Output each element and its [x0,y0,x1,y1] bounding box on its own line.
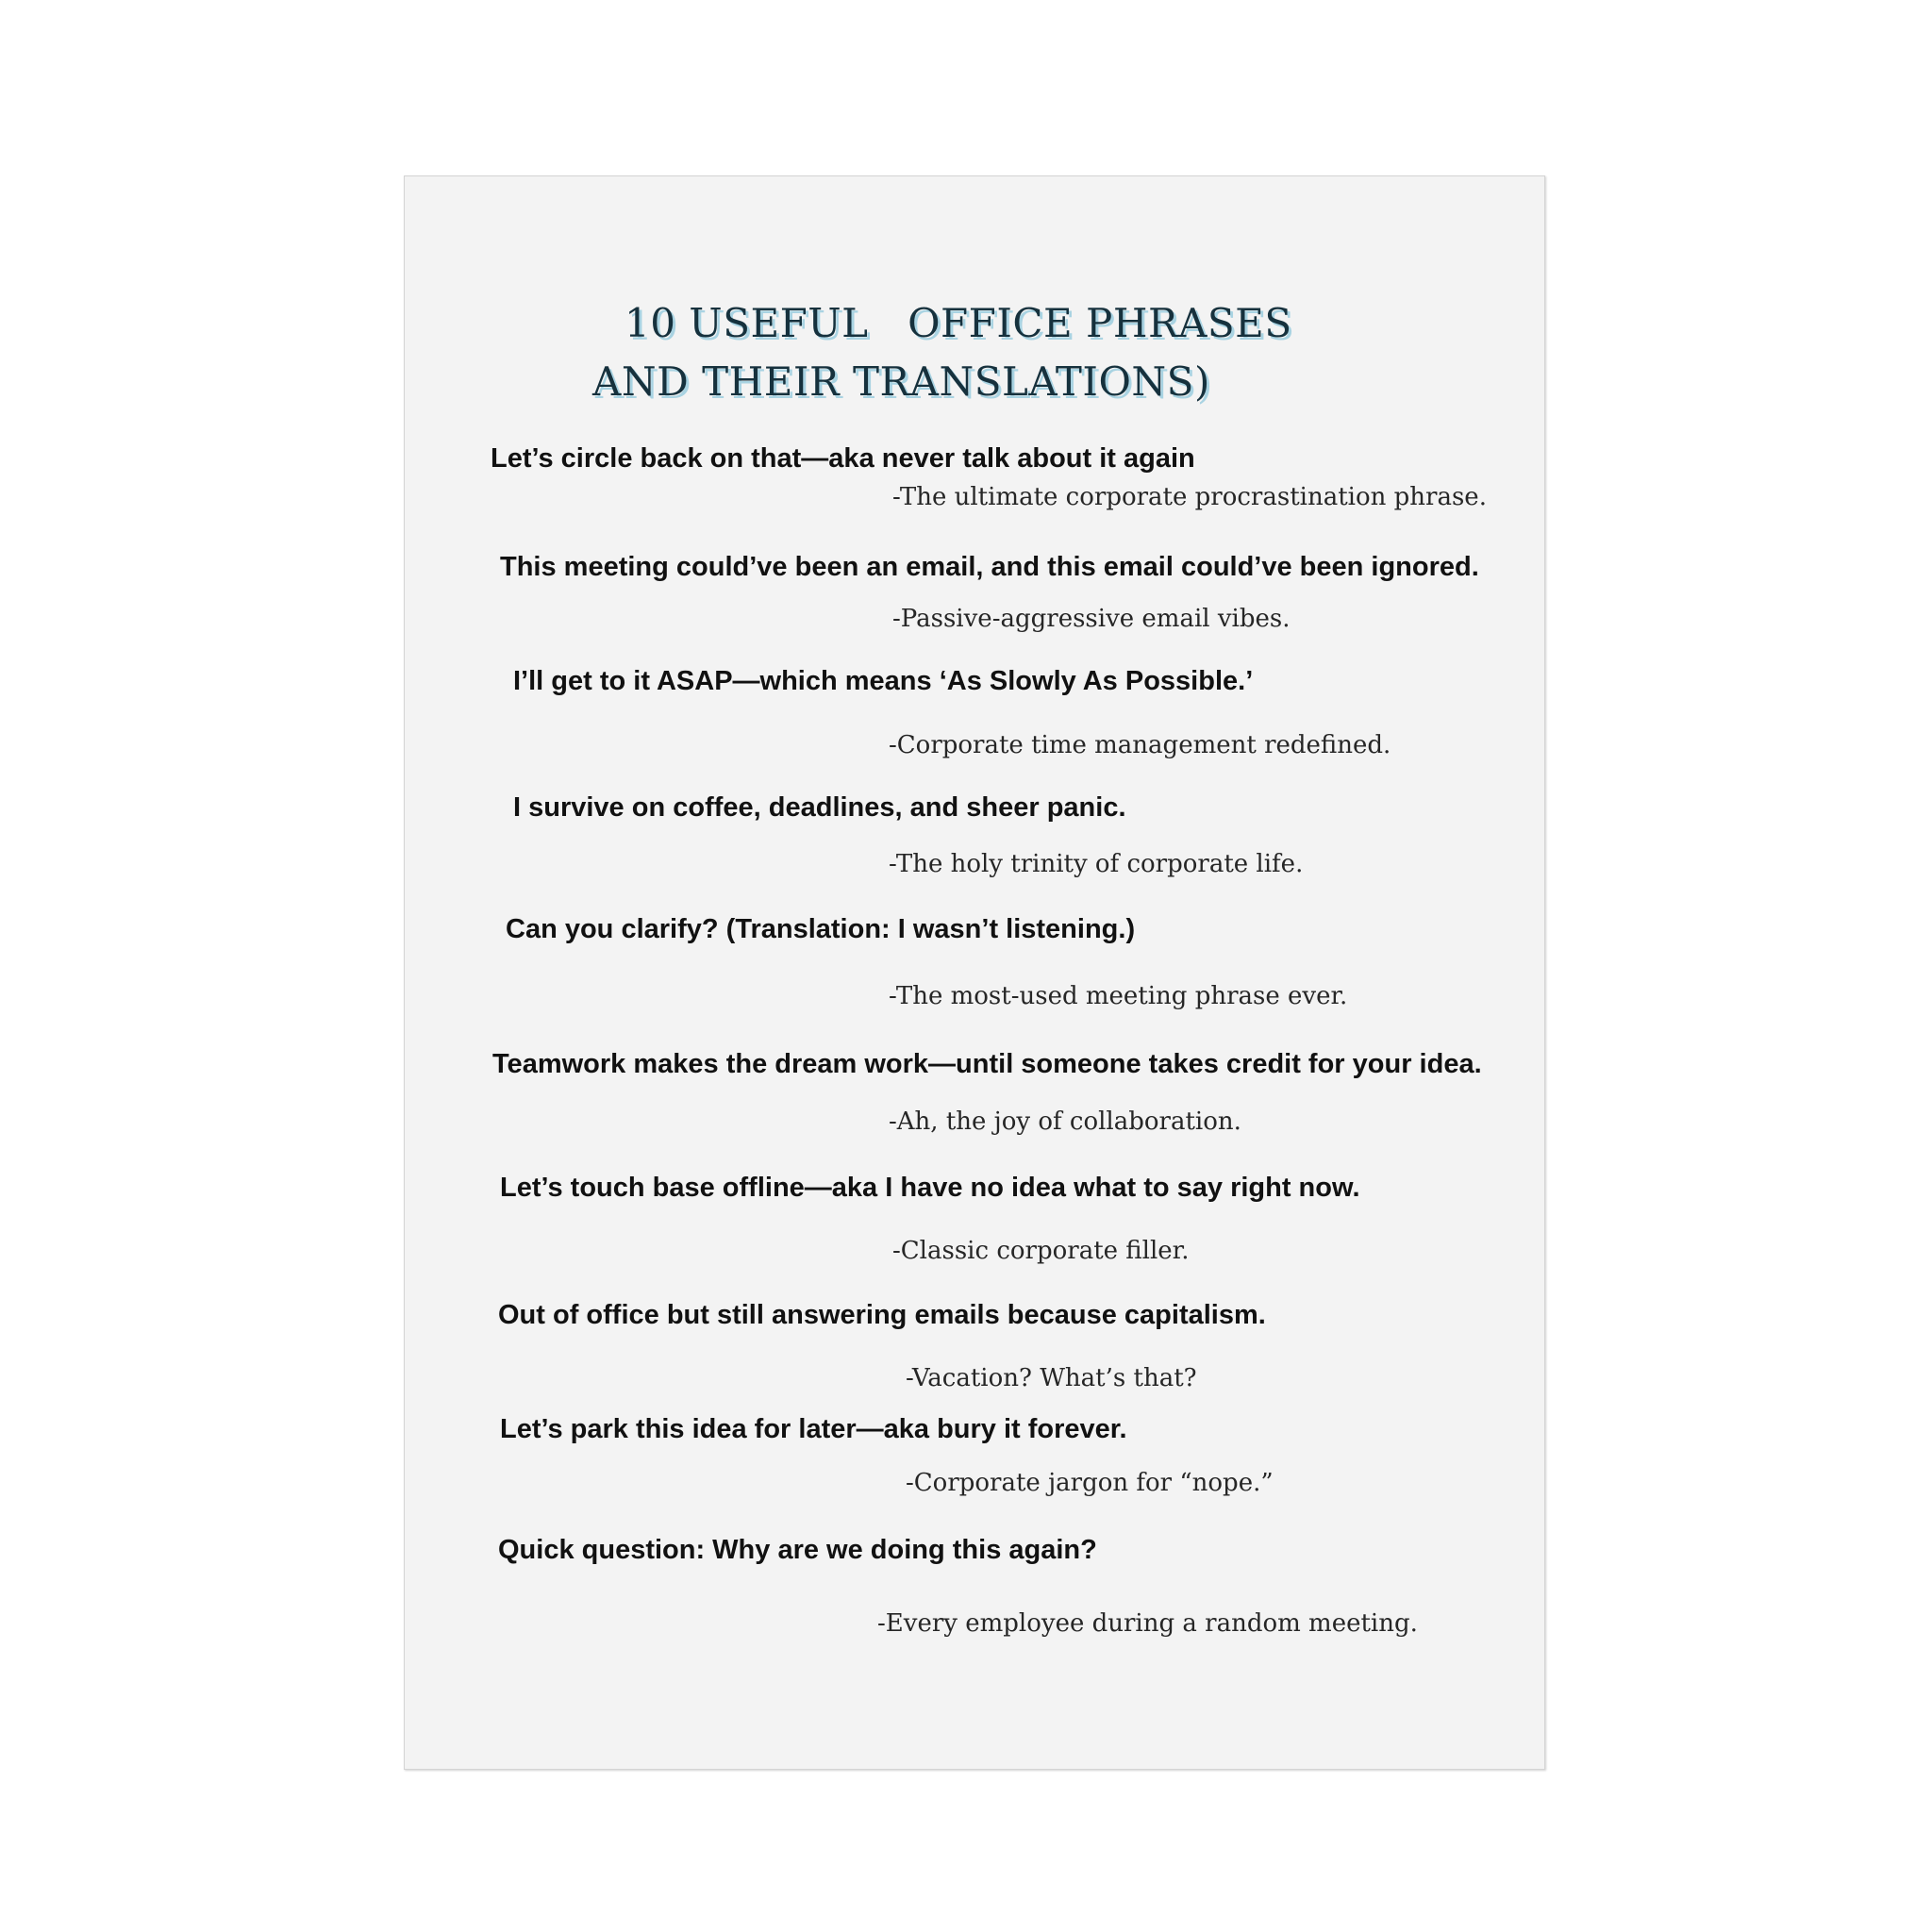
title-line-2: AND THEIR TRANSLATIONS) [592,358,1210,405]
phrase-7: Let’s touch base offline—aka I have no idea what to say right now. [500,1173,1360,1203]
translation-8: -Vacation? What’s that? [906,1364,1197,1392]
translation-9: -Corporate jargon for “nope.” [906,1469,1274,1497]
phrase-5: Can you clarify? (Translation: I wasn’t listening.) [506,914,1136,944]
phrase-3: I’ll get to it ASAP—which means ‘As Slowly As Possible.’ [513,666,1254,696]
translation-5: -The most-used meeting phrase ever. [889,982,1348,1010]
phrase-2: This meeting could’ve been an email, and this email could’ve been ignored. [500,552,1479,582]
poster-sheet [404,175,1545,1770]
translation-10: -Every employee during a random meeting. [877,1609,1418,1638]
phrase-1: Let’s circle back on that—aka never talk about it again [491,443,1195,474]
translation-3: -Corporate time management redefined. [889,731,1391,759]
translation-6: -Ah, the joy of collaboration. [889,1108,1241,1136]
translation-4: -The holy trinity of corporate life. [889,850,1304,878]
title-line-1: 10 USEFUL OFFICE PHRASES [625,300,1292,346]
phrase-8: Out of office but still answering emails because capitalism. [498,1300,1266,1330]
phrase-4: I survive on coffee, deadlines, and sheer panic. [513,792,1126,823]
translation-1: -The ultimate corporate procrastination phrase. [892,483,1487,511]
translation-2: -Passive-aggressive email vibes. [892,605,1291,633]
phrase-10: Quick question: Why are we doing this again? [498,1535,1097,1565]
translation-7: -Classic corporate filler. [892,1237,1190,1265]
phrase-9: Let’s park this idea for later—aka bury it forever. [500,1414,1127,1444]
phrase-6: Teamwork makes the dream work—until someone takes credit for your idea. [492,1049,1482,1079]
